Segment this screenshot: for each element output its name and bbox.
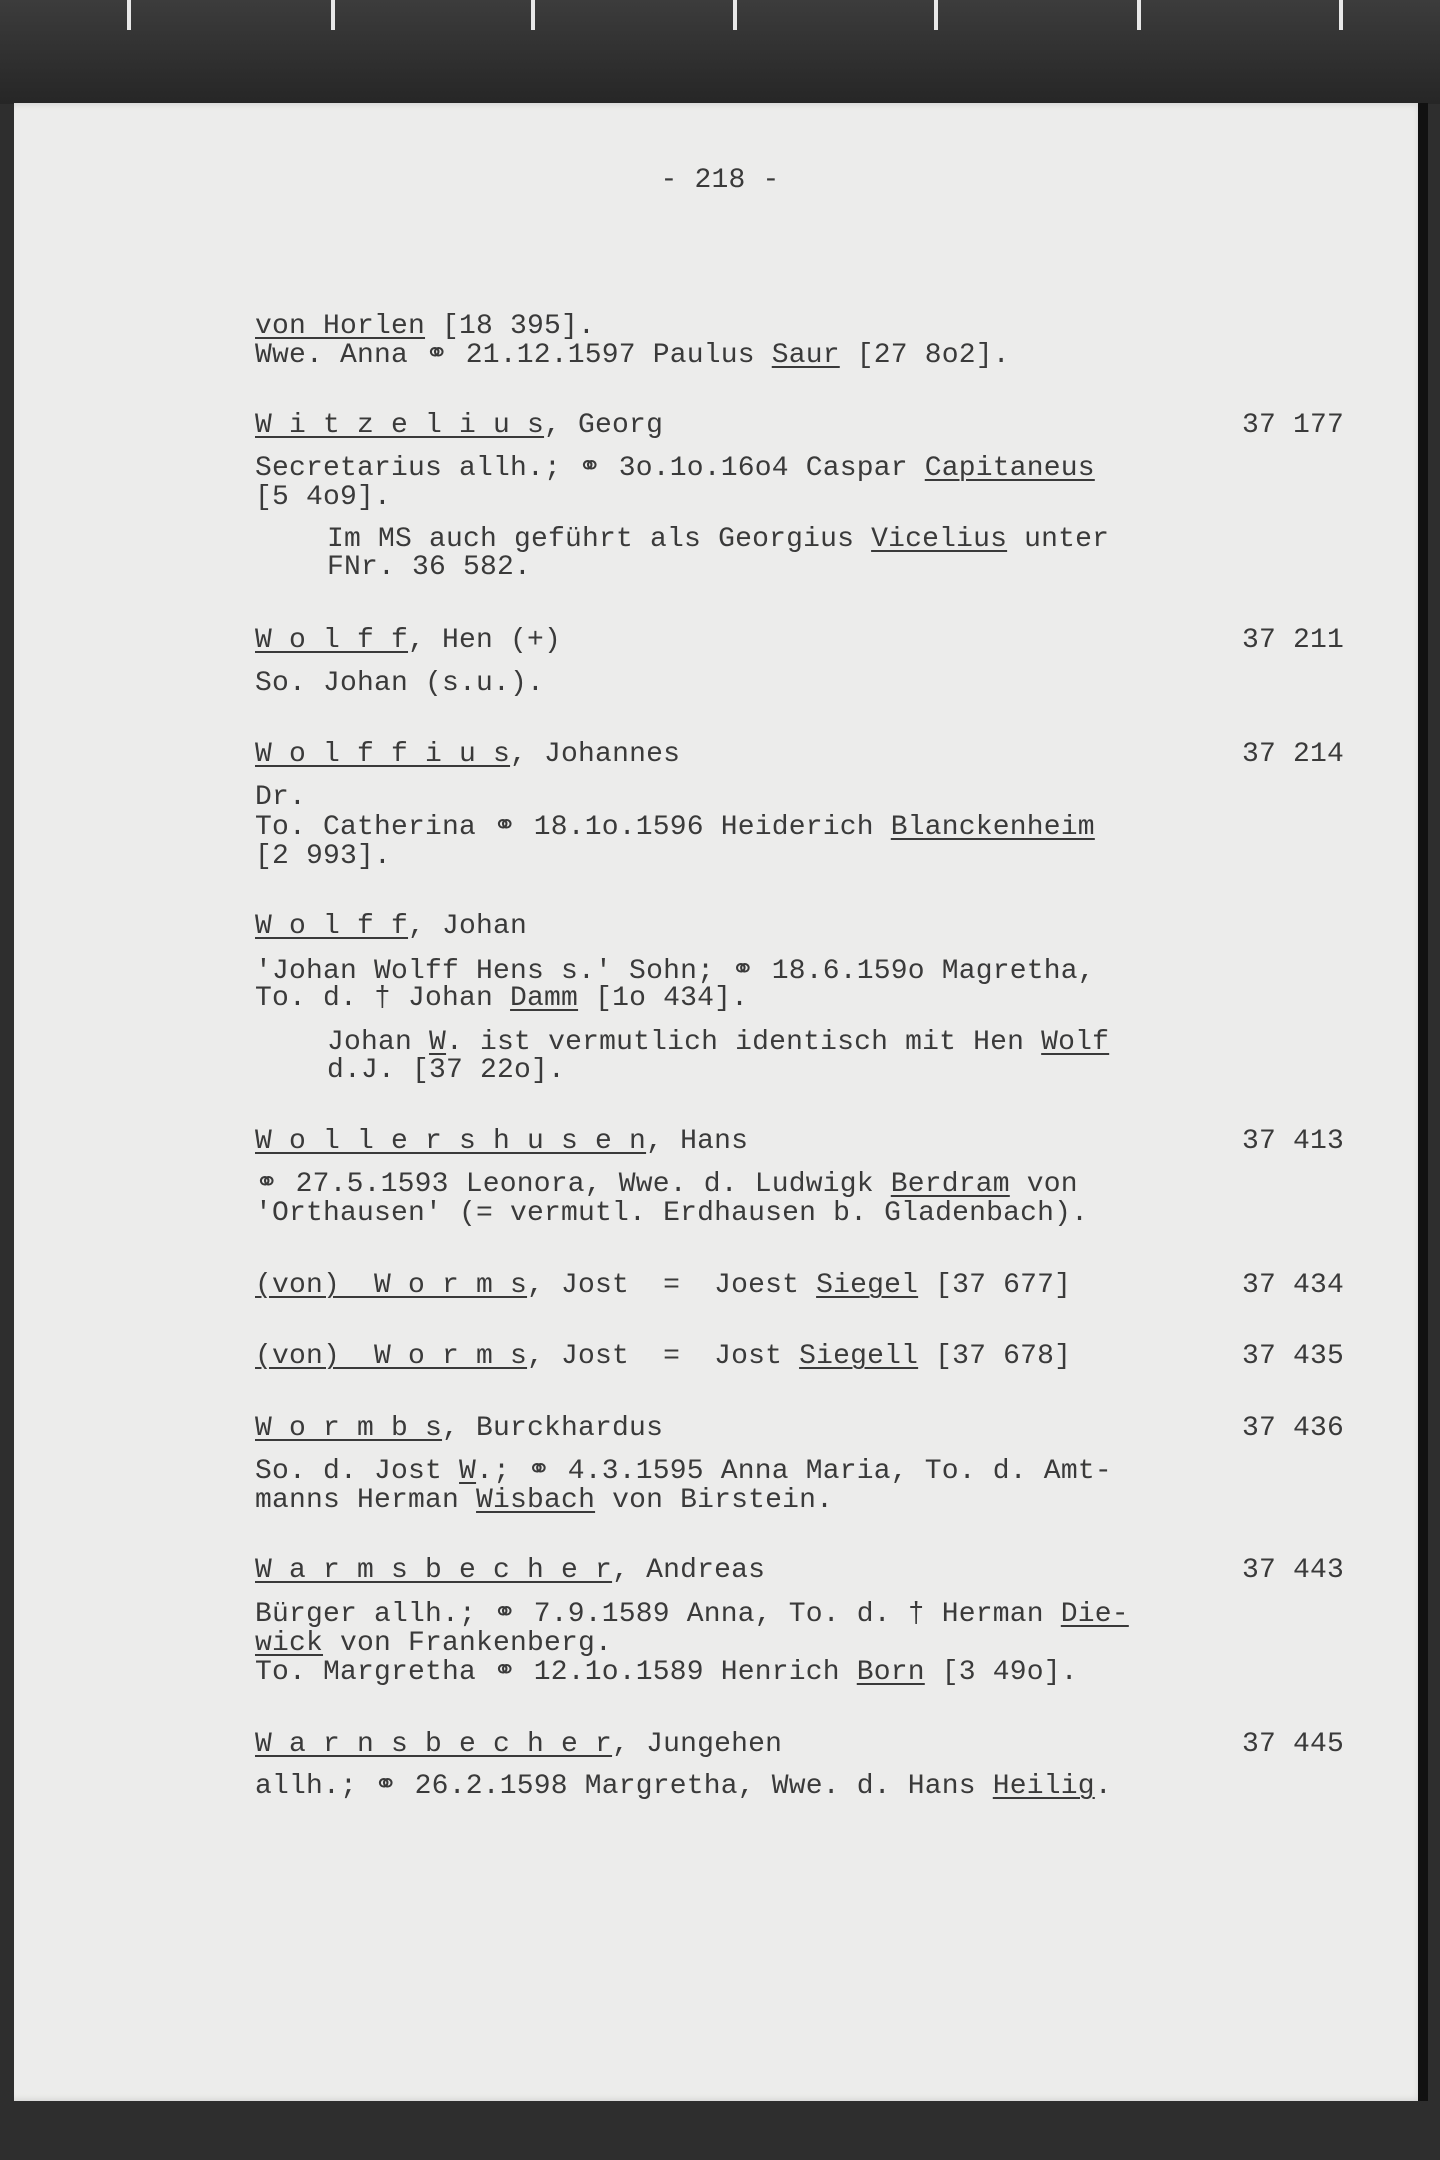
text-segment: d.J. [37 22o]. bbox=[327, 1055, 566, 1086]
underlined-name: W o l f f bbox=[255, 625, 409, 656]
text-line bbox=[255, 1599, 1129, 1631]
entry-number: 37 413 bbox=[1242, 1126, 1345, 1157]
entry-heading bbox=[255, 1555, 765, 1587]
text-line bbox=[255, 340, 1010, 372]
page-number: - 218 - bbox=[660, 165, 780, 196]
underlined-name: Capitaneus bbox=[924, 453, 1095, 484]
text-line bbox=[255, 311, 595, 343]
underlined-name: wick bbox=[255, 1628, 324, 1659]
text-line bbox=[255, 668, 544, 700]
underlined-name: Born bbox=[856, 1657, 925, 1688]
text-segment: To. Catherina ⚭ 18.1o.1596 Heiderich bbox=[255, 812, 891, 843]
underlined-name: Wisbach bbox=[476, 1485, 596, 1516]
ruler-tick bbox=[733, 0, 737, 30]
text-segment: . bbox=[1094, 1771, 1112, 1802]
text-segment: manns Herman bbox=[255, 1485, 477, 1516]
text-segment: , Johannes bbox=[510, 739, 681, 770]
text-segment: von Birstein. bbox=[595, 1485, 834, 1516]
underlined-name: Heilig bbox=[992, 1771, 1095, 1802]
underlined-name: W bbox=[459, 1456, 477, 1487]
text-segment: So. d. Jost bbox=[255, 1456, 460, 1487]
text-segment: .; ⚭ 4.3.1595 Anna Maria, To. d. Amt- bbox=[476, 1456, 1112, 1487]
text-segment: , Hen (+) bbox=[408, 625, 562, 656]
underlined-name: Damm bbox=[510, 983, 579, 1014]
entry-heading bbox=[255, 410, 663, 442]
text-segment: [27 8o2]. bbox=[839, 340, 1010, 371]
text-line bbox=[255, 1771, 1112, 1803]
text-segment: . ist vermutlich identisch mit Hen bbox=[446, 1027, 1042, 1058]
entry-number: 37 214 bbox=[1242, 739, 1345, 770]
text-segment: , Burckhardus bbox=[442, 1413, 664, 1444]
entry-number: 37 211 bbox=[1242, 625, 1345, 656]
underlined-name: W a r n s b e c h e r bbox=[255, 1729, 613, 1760]
text-segment: von Frankenberg. bbox=[323, 1628, 613, 1659]
text-segment: So. Johan (s.u.). bbox=[255, 668, 545, 699]
text-segment: [37 677] bbox=[918, 1270, 1072, 1301]
underlined-name: Siegel bbox=[816, 1270, 919, 1301]
text-line bbox=[255, 812, 1095, 844]
text-line bbox=[255, 1657, 1078, 1689]
entry-number: 37 436 bbox=[1242, 1413, 1345, 1444]
text-segment: FNr. 36 582. bbox=[327, 552, 532, 583]
text-segment: , Andreas bbox=[612, 1555, 766, 1586]
text-line bbox=[255, 453, 1095, 485]
entry-heading bbox=[255, 1126, 748, 1158]
text-segment: [18 395]. bbox=[425, 311, 596, 342]
text-line bbox=[255, 841, 391, 873]
ruler-tick bbox=[1137, 0, 1141, 30]
text-segment: [2 993]. bbox=[255, 841, 392, 872]
text-line bbox=[255, 482, 391, 514]
entry-number: 37 443 bbox=[1242, 1555, 1345, 1586]
underlined-name: Blanckenheim bbox=[890, 812, 1095, 843]
text-segment: Wwe. Anna ⚭ 21.12.1597 Paulus bbox=[255, 340, 772, 371]
underlined-name: von Horlen bbox=[255, 311, 426, 342]
text-line bbox=[255, 1485, 833, 1517]
entry-heading bbox=[255, 739, 680, 771]
underlined-name: W bbox=[429, 1027, 447, 1058]
text-segment: Johan bbox=[327, 1027, 430, 1058]
text-segment: , Jost = Joest bbox=[527, 1270, 817, 1301]
underlined-name: Die- bbox=[1060, 1599, 1129, 1630]
text-segment: [37 678] bbox=[918, 1341, 1072, 1372]
underlined-name: W o l f f bbox=[255, 911, 409, 942]
underlined-name: Siegell bbox=[799, 1341, 919, 1372]
text-segment: To. d. † Johan bbox=[255, 983, 511, 1014]
underlined-name: Berdram bbox=[890, 1169, 1010, 1200]
entry-heading bbox=[255, 1413, 663, 1445]
text-line bbox=[255, 782, 306, 814]
underlined-name: W o l f f i u s bbox=[255, 739, 511, 770]
text-segment: To. Margretha ⚭ 12.1o.1589 Henrich bbox=[255, 1657, 857, 1688]
text-segment: unter bbox=[1007, 524, 1110, 555]
page-edge-shadow bbox=[1418, 103, 1428, 2101]
underlined-name: W a r m s b e c h e r bbox=[255, 1555, 613, 1586]
underlined-name: W i t z e l i u s bbox=[255, 410, 545, 441]
text-line bbox=[255, 983, 748, 1015]
ruler-tick bbox=[934, 0, 938, 30]
underlined-name: W o r m b s bbox=[255, 1413, 443, 1444]
underlined-name: Vicelius bbox=[871, 524, 1008, 555]
underlined-name: (von) W o r m s bbox=[255, 1270, 528, 1301]
text-segment: 'Orthausen' (= vermutl. Erdhausen b. Gladenbach). bbox=[255, 1198, 1089, 1229]
text-segment: allh.; ⚭ 26.2.1598 Margretha, Wwe. d. Hans bbox=[255, 1771, 993, 1802]
underlined-name: (von) W o r m s bbox=[255, 1341, 528, 1372]
text-line bbox=[255, 1628, 612, 1660]
ruler-tick bbox=[531, 0, 535, 30]
underlined-name: Wolf bbox=[1041, 1027, 1110, 1058]
text-line bbox=[255, 1456, 1112, 1488]
underlined-name: Saur bbox=[771, 340, 840, 371]
text-line bbox=[255, 1198, 1088, 1230]
scanner-bed-top bbox=[0, 0, 1440, 104]
text-segment: , Jungehen bbox=[612, 1729, 783, 1760]
note-line bbox=[327, 552, 531, 584]
text-segment: Dr. bbox=[255, 782, 307, 813]
text-line bbox=[255, 1169, 1078, 1201]
entry-number: 37 445 bbox=[1242, 1729, 1345, 1760]
text-segment: 'Johan Wolff Hens s.' Sohn; ⚭ 18.6.159o Magretha, bbox=[255, 956, 1095, 987]
text-segment: [5 4o9]. bbox=[255, 482, 392, 513]
note-line bbox=[327, 1055, 565, 1087]
text-segment: Im MS auch geführt als Georgius bbox=[327, 524, 872, 555]
text-segment: , Jost = Jost bbox=[527, 1341, 800, 1372]
underlined-name: W o l l e r s h u s e n bbox=[255, 1126, 647, 1157]
entry-heading bbox=[255, 625, 561, 657]
entry-heading bbox=[255, 1270, 1071, 1302]
text-segment: , Johan bbox=[408, 911, 528, 942]
entry-heading bbox=[255, 1341, 1071, 1373]
ruler-tick bbox=[1339, 0, 1343, 30]
text-segment: , Georg bbox=[544, 410, 664, 441]
text-segment: [1o 434]. bbox=[578, 983, 749, 1014]
text-segment: Secretarius allh.; ⚭ 3o.1o.16o4 Caspar bbox=[255, 453, 925, 484]
ruler-tick bbox=[127, 0, 131, 30]
text-segment: von bbox=[1009, 1169, 1078, 1200]
text-segment: [3 49o]. bbox=[924, 1657, 1078, 1688]
entry-number: 37 177 bbox=[1242, 410, 1345, 441]
entry-number: 37 434 bbox=[1242, 1270, 1345, 1301]
entry-heading bbox=[255, 1729, 782, 1761]
entry-heading bbox=[255, 911, 527, 943]
entry-number: 37 435 bbox=[1242, 1341, 1345, 1372]
text-segment: ⚭ 27.5.1593 Leonora, Wwe. d. Ludwigk bbox=[255, 1169, 891, 1200]
ruler-tick bbox=[331, 0, 335, 30]
text-segment: , Hans bbox=[646, 1126, 749, 1157]
text-segment: Bürger allh.; ⚭ 7.9.1589 Anna, To. d. † Herman bbox=[255, 1599, 1061, 1630]
